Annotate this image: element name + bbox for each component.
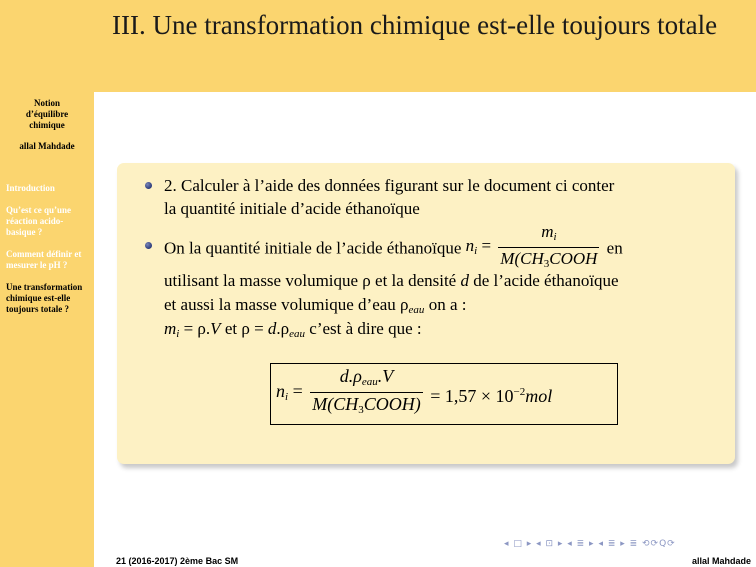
d-var: d	[339, 366, 349, 386]
bullet-icon	[145, 242, 152, 249]
nav-item-acid-base[interactable]: Qu’est ce qu’une réaction acido-basique ?	[6, 205, 71, 237]
eau-sub: eau	[289, 328, 306, 340]
nav-item-transformation[interactable]: Une transformation chimique est-elle toujours totale ?	[6, 282, 83, 314]
item2-line2	[164, 270, 619, 292]
line4-end: c’est à dire que :	[305, 319, 422, 338]
formula-denominator	[310, 393, 423, 421]
sidebar-author: allal Mahdade	[19, 141, 75, 151]
item1-line1: 2. Calculer à l’aide des données figurant sur le document ci conter	[164, 176, 615, 195]
sidebar	[0, 0, 94, 567]
den-part-a: M(CH	[500, 249, 544, 268]
den-part-b: COOH	[549, 249, 598, 268]
den-part-a: M(CH	[312, 394, 359, 414]
nav-item-introduction[interactable]: Introduction	[6, 183, 55, 193]
fraction-mi-over-M	[498, 222, 599, 275]
line2-end: de l’acide éthanoïque	[473, 271, 619, 290]
equals: =	[477, 236, 496, 255]
result-value: = 1,57 × 10	[430, 385, 514, 406]
page-title: III. Une transformation chimique est-elle toujours totale	[112, 10, 718, 40]
v-var: V	[210, 319, 221, 338]
equals: =	[288, 380, 308, 401]
line3-text: et aussi la masse volumique d’eau ρ	[164, 295, 409, 314]
den-sub: 3	[358, 404, 364, 416]
item2-line3	[164, 294, 466, 321]
ni-symbol	[466, 236, 496, 255]
bullet-icon	[145, 182, 152, 189]
formula-result	[430, 386, 552, 406]
item2-text-after: en	[606, 238, 623, 258]
dot-v: .V	[377, 366, 394, 386]
n-var: n	[465, 236, 475, 255]
dot-rho: .ρ	[276, 319, 290, 338]
exponent: −2	[513, 385, 526, 398]
item1-line2: la quantité initiale d’acide éthanoïque	[164, 199, 420, 218]
formula-numerator	[310, 366, 423, 393]
line3-end: on a :	[428, 295, 467, 314]
dot-rho: .ρ	[348, 366, 362, 386]
sidebar-topic: Notion d’équilibre chimique	[25, 98, 69, 130]
m-var: m	[164, 319, 177, 338]
eau-sub: eau	[361, 376, 378, 388]
nav-item-ph[interactable]: Comment définir et mesurer le pH ?	[6, 249, 82, 270]
unit: mol	[525, 385, 553, 406]
i-sub: i	[176, 328, 180, 340]
den-sub: 3	[543, 258, 550, 270]
ni-symbol	[276, 381, 307, 401]
n-var: n	[276, 380, 285, 401]
sidebar-header	[0, 98, 94, 152]
d-var: d	[267, 319, 277, 338]
item2-line1	[164, 222, 623, 275]
beamer-navigation-icons[interactable]: ◂ □ ▸ ◂ ⊡ ▸ ◂ ≣ ▸ ◂ ≣ ▸ ≣ ⟲⟳Q⟳	[504, 539, 676, 549]
i-sub: i	[553, 231, 557, 243]
rho-dot: = ρ.	[179, 319, 211, 338]
fraction-numerator	[498, 222, 599, 248]
eau-sub: eau	[408, 304, 425, 316]
m-var: m	[541, 222, 554, 241]
line2-text: utilisant la masse volumique ρ et la densité	[164, 271, 457, 290]
d-var: d	[460, 271, 469, 290]
i-sub: i	[285, 390, 289, 403]
sidebar-nav	[6, 183, 92, 326]
footer-slide-info: 21 (2016-2017) 2ème Bac SM	[116, 556, 239, 566]
item2-text-before: On la quantité initiale de l’acide éthanoïque	[164, 238, 462, 258]
formula-fraction	[310, 366, 423, 421]
result-formula	[276, 366, 552, 421]
item2-line4	[164, 318, 422, 345]
i-sub: i	[474, 245, 478, 257]
and-rho: et ρ =	[220, 319, 268, 338]
footer-author: allal Mahdade	[692, 556, 752, 566]
den-part-b: COOH)	[363, 394, 421, 414]
header-bar	[94, 0, 756, 92]
